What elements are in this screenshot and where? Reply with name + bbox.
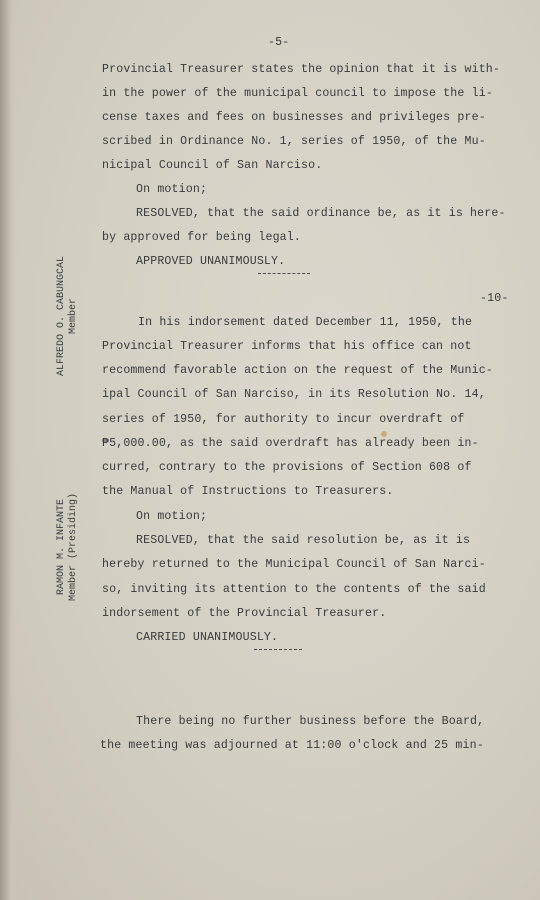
- page-fold-shadow: [0, 0, 16, 900]
- body-line: the Manual of Instructions to Treasurers.: [102, 485, 394, 498]
- body-line: indorsement of the Provincial Treasurer.: [102, 607, 387, 620]
- body-line: by approved for being legal.: [102, 231, 302, 244]
- approval-line: APPROVED UNANIMOUSLY.: [136, 255, 286, 268]
- signature-name: ALFREDO O. CABUNGCAL: [56, 255, 67, 377]
- margin-signature-cabungcal: [56, 253, 80, 379]
- body-line: There being no further business before the Board,: [136, 715, 485, 728]
- body-line: ipal Council of San Narciso, in its Resolution No. 14,: [102, 388, 486, 401]
- body-line: cense taxes and fees on businesses and privileges pre-: [102, 111, 486, 124]
- margin-signature-infante: [56, 491, 80, 603]
- body-line: Provincial Treasurer states the opinion that it is with-: [102, 63, 501, 76]
- body-line: nicipal Council of San Narciso.: [102, 159, 323, 172]
- page-number: -5-: [268, 36, 290, 49]
- body-line: Provincial Treasurer informs that his office can not: [102, 340, 472, 353]
- approval-line: CARRIED UNANIMOUSLY.: [136, 631, 279, 644]
- body-line: ₱5,000.00, as the said overdraft has already been in-: [102, 437, 479, 450]
- body-line: hereby returned to the Municipal Council of San Narci-: [102, 558, 486, 571]
- body-line: the meeting was adjourned at 11:00 o'clock and 25 min-: [100, 739, 484, 752]
- dashed-separator: [254, 649, 302, 650]
- body-line: curred, contrary to the provisions of Section 608 of: [102, 461, 472, 474]
- body-line: in the power of the municipal council to impose the li-: [102, 87, 493, 100]
- body-line: On motion;: [136, 183, 208, 196]
- dashed-separator: [258, 273, 310, 274]
- body-line: so, inviting its attention to the contents of the said: [102, 583, 486, 596]
- section-number: -10-: [480, 292, 509, 305]
- body-line: RESOLVED, that the said resolution be, as it is: [136, 534, 471, 547]
- signature-name: RAMON M. INFANTE: [56, 499, 67, 596]
- body-line: In his indorsement dated December 11, 1950, the: [138, 316, 473, 329]
- body-line: RESOLVED, that the said ordinance be, as it is here-: [136, 207, 506, 220]
- body-line: scribed in Ordinance No. 1, series of 1950, of the Mu-: [102, 135, 486, 148]
- paper-stain: [381, 431, 387, 437]
- body-line: series of 1950, for authority to incur overdraft of: [102, 413, 465, 426]
- body-line: recommend favorable action on the request of the Munic-: [102, 364, 493, 377]
- signature-title: Member (Presiding): [68, 492, 79, 602]
- signature-title: Member: [68, 298, 79, 335]
- body-line: On motion;: [136, 510, 208, 523]
